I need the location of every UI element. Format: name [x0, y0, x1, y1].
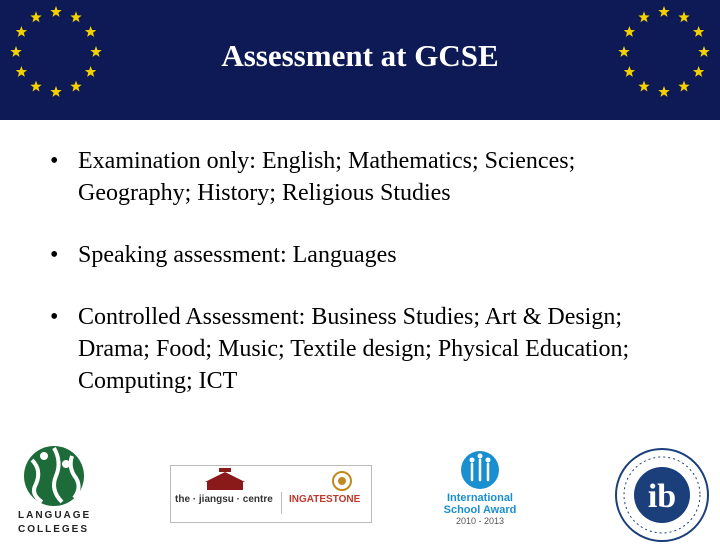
star-icon: [30, 81, 41, 92]
award-years: 2010 - 2013: [455, 516, 505, 526]
divider: [281, 492, 282, 514]
ib-world-school-logo: [612, 445, 712, 545]
star-icon: [70, 81, 81, 92]
star-icon: [50, 86, 61, 97]
star-icon: [16, 26, 27, 37]
bullet-text: Examination only: English; Mathematics; Sciences; Geography; History; Religious Studies: [78, 148, 576, 206]
bullet-text: Speaking assessment: Languages: [78, 242, 397, 268]
star-icon: [693, 66, 704, 77]
star-icon: [50, 6, 61, 17]
language-colleges-line1: LANGUAGE: [18, 510, 92, 521]
slide-title: Assessment at GCSE: [221, 38, 499, 73]
award-line1: International: [446, 492, 513, 504]
award-line2: School Award: [443, 504, 517, 516]
figures-in-circle-icon: [460, 450, 500, 490]
star-icon: [693, 26, 704, 37]
ib-world-school-icon: [612, 445, 712, 545]
bullet-marker: •: [50, 148, 59, 174]
star-icon: [638, 81, 649, 92]
star-icon: [638, 11, 649, 22]
title-banner: [0, 0, 720, 120]
star-icon: [85, 26, 96, 37]
eu-stars-right-icon: [612, 0, 716, 120]
star-icon: [678, 81, 689, 92]
star-icon: [658, 86, 669, 97]
ib-mark: ib: [647, 478, 677, 515]
bullet-item: [50, 239, 690, 271]
star-icon: [658, 6, 669, 17]
jiangsu-centre-text: the · jiangsu · centre: [175, 494, 273, 505]
bullet-item: [50, 145, 690, 209]
star-icon: [698, 46, 709, 57]
star-icon: [618, 46, 629, 57]
bullet-item: [50, 301, 690, 397]
star-icon: [70, 11, 81, 22]
bullet-marker: •: [50, 304, 59, 330]
star-icon: [624, 26, 635, 37]
star-icon: [678, 11, 689, 22]
international-school-award-logo: [440, 450, 520, 545]
star-icon: [624, 66, 635, 77]
pagoda-icon: [205, 468, 245, 492]
language-colleges-line2: COLLEGES: [18, 524, 90, 535]
bullet-marker: •: [50, 242, 59, 268]
bullet-list: [50, 145, 690, 427]
jiangsu-centre-logo: [170, 465, 372, 523]
logo-strip: [0, 440, 720, 540]
bullet-text: Controlled Assessment: Business Studies; Art & Design; Drama; Food; Music; Textile design; Physical Education; Computing; ICT: [78, 304, 630, 394]
ingatestone-text: INGATESTONE: [289, 494, 361, 505]
star-icon: [30, 11, 41, 22]
seal-icon: [331, 470, 353, 492]
